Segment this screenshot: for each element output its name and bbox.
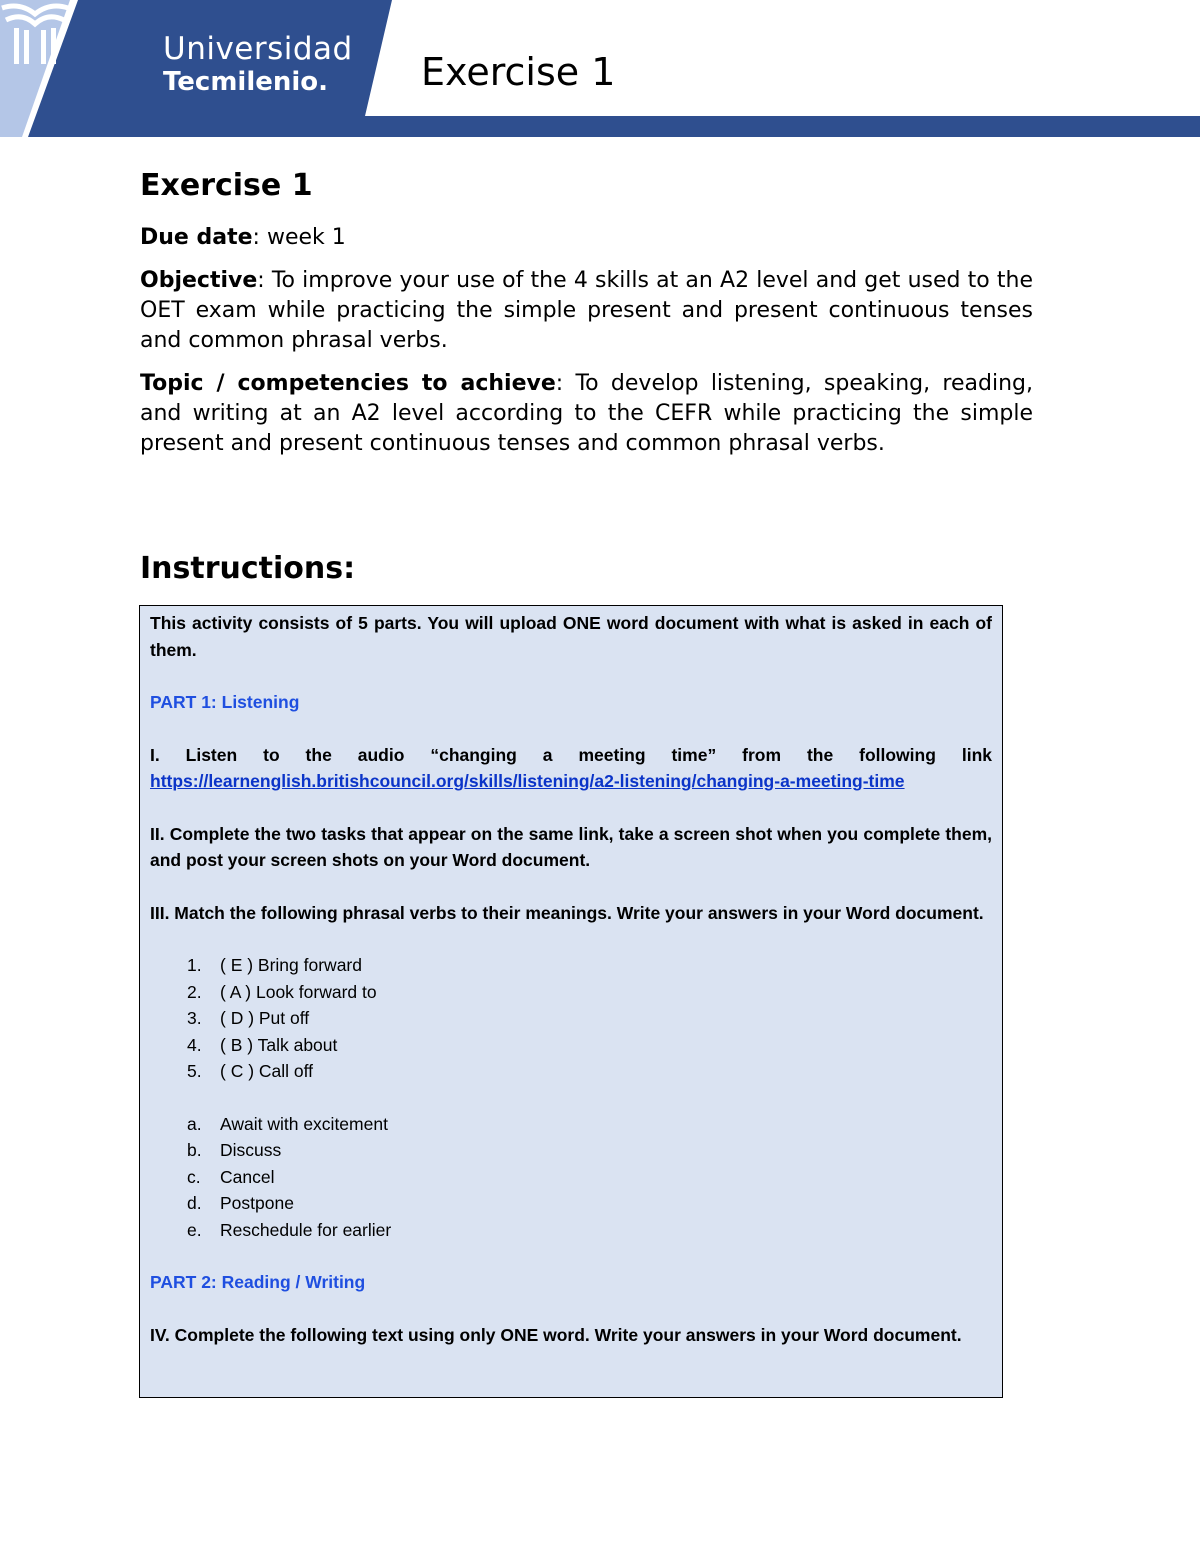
page-title: Exercise 1 [140,168,313,203]
list-item: 2. ( A ) Look forward to [187,981,377,1002]
item3-text: III. Match the following phrasal verbs to their meanings. Write your answers in your Word document. [150,902,984,923]
document-header [0,0,1200,140]
list-item: 5. ( C ) Call off [187,1061,314,1081]
document-body [140,168,1033,472]
topic-label: Topic / competencies to achieve [140,371,556,396]
header-title: Exercise 1 [421,50,616,94]
item2-text: II. Complete the two tasks that appear on the same link, take a screen shot when you complete them, and post your screen shots on your Word document. [150,823,992,870]
list-item: d. Postpone [187,1193,294,1213]
logo-line1: Universidad [163,31,353,67]
objective-text: : To improve your use of the 4 skills at an A2 level and get used to the OET exam while practicing the simple present and present continuous tenses and common phrasal verbs. [140,268,1033,353]
objective-label: Objective [140,268,258,293]
list-item: c. Cancel [187,1166,275,1187]
tecmilenio-logo-icon [0,0,70,66]
topic-text: : To develop listening, speaking, reading, and writing at an A2 level according to the CEFR while practicing the simple present and present continuous tenses and common phrasal verbs. [140,371,1033,456]
phrasal-verbs-list [150,952,992,1085]
meanings-list [150,1111,992,1244]
listening-link[interactable]: https://learnenglish.britishcouncil.org/skills/listening/a2-listening/changing-a-meeting-time [150,771,905,791]
list-item: b. Discuss [187,1140,282,1160]
due-date-label: Due date [140,225,253,250]
list-item: a. Await with excitement [187,1113,388,1134]
university-logo [163,31,353,97]
list-item: 3. ( D ) Put off [187,1008,310,1028]
instructions-box [139,605,1003,1398]
due-date-value: : week 1 [252,225,346,250]
topic-paragraph [140,369,1033,459]
intro-text: This activity consists of 5 parts. You will upload ONE word document with what is asked in each of them. [150,613,992,660]
item1-paragraph [150,742,992,795]
part2-heading: PART 2: Reading / Writing [150,1272,366,1292]
logo-line2: Tecmilenio. [163,67,329,97]
due-date-paragraph [140,223,1033,253]
item1-text: I. Listen to the audio “changing a meeting time” from the following link [150,744,992,765]
part1-heading: PART 1: Listening [150,692,300,712]
instructions-heading: Instructions: [140,551,356,586]
list-item: 4. ( B ) Talk about [187,1034,338,1055]
list-item: 1. ( E ) Bring forward [187,955,362,975]
item4-text: IV. Complete the following text using only ONE word. Write your answers in your Word document. [150,1324,962,1345]
list-item: e. Reschedule for earlier [187,1219,392,1240]
objective-paragraph [140,266,1033,356]
